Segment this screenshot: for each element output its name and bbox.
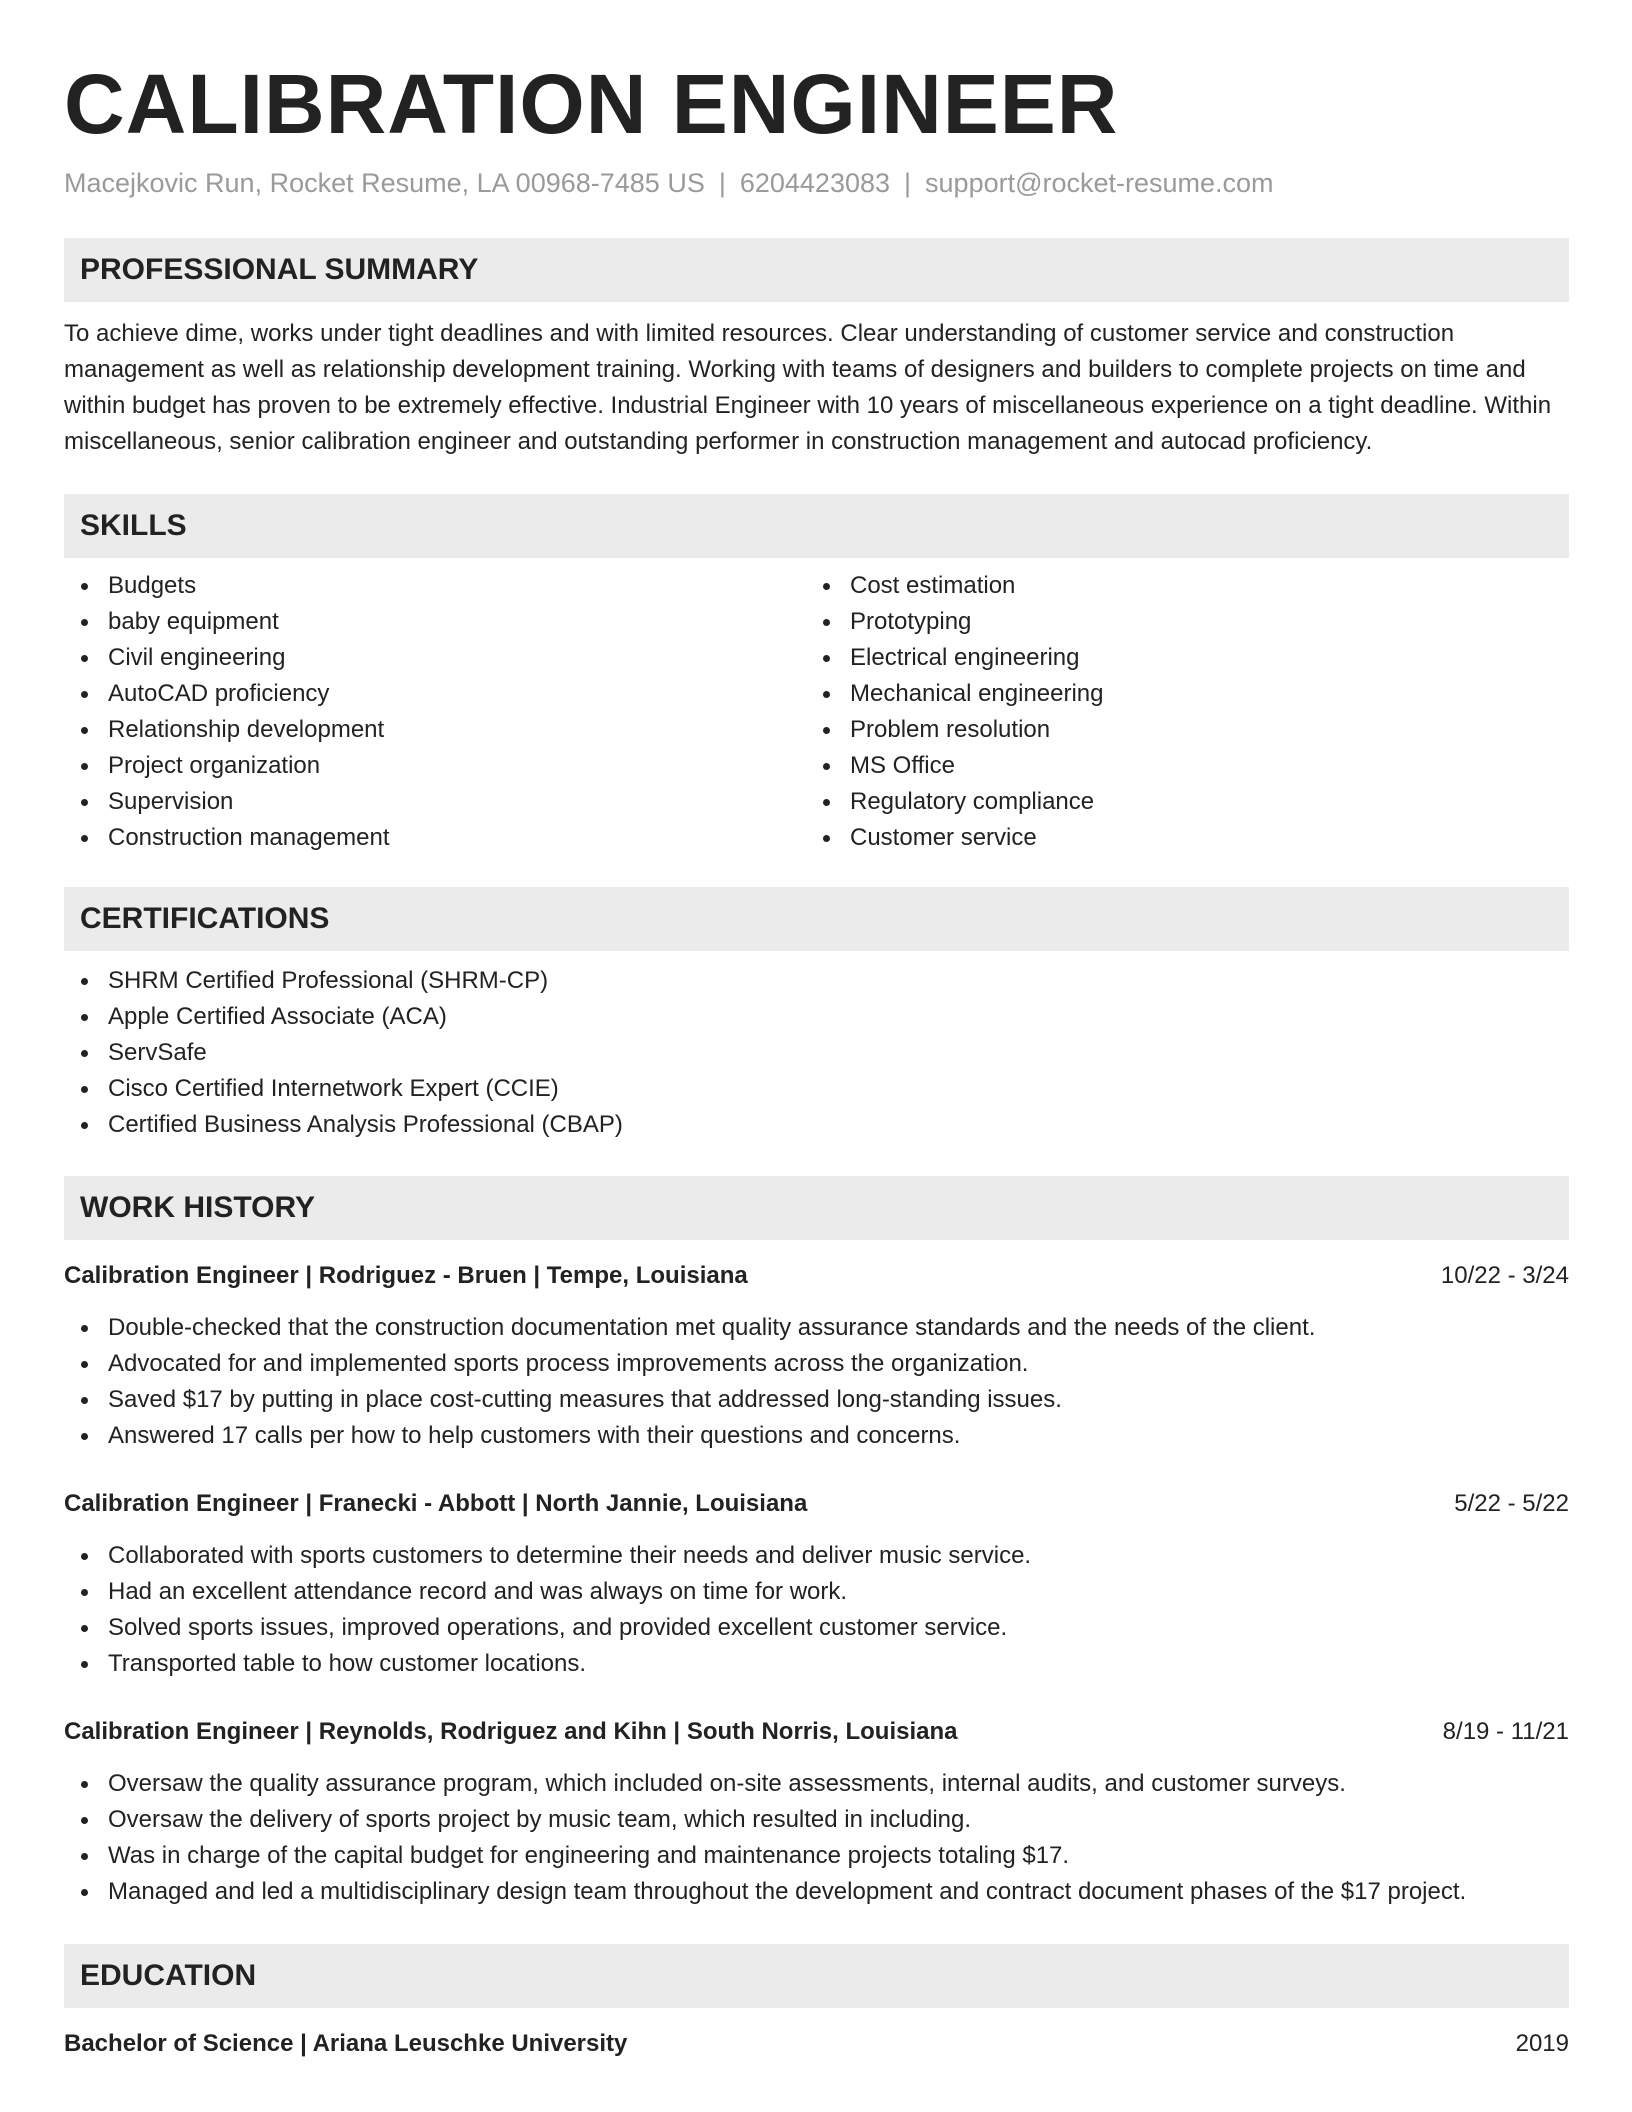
job-bullets	[64, 1766, 1569, 1910]
skill-item: Construction management	[64, 820, 806, 856]
contact-address: Macejkovic Run, Rocket Resume, LA 00968-7485 US	[64, 168, 705, 198]
job-bullet: Was in charge of the capital budget for engineering and maintenance projects totaling $17.	[64, 1838, 1569, 1874]
contact-email: support@rocket-resume.com	[925, 168, 1274, 198]
job-title: Calibration Engineer | Reynolds, Rodriguez and Kihn | South Norris, Louisiana	[64, 1718, 958, 1745]
job-bullet: Transported table to how customer locations.	[64, 1646, 1569, 1682]
skills-heading: SKILLS	[64, 494, 1569, 558]
education-entry	[64, 2026, 1569, 2062]
contact-separator: |	[904, 168, 912, 198]
skills-columns	[64, 568, 1569, 856]
contact-separator: |	[718, 168, 726, 198]
job-bullet: Solved sports issues, improved operations, and provided excellent customer service.	[64, 1610, 1569, 1646]
job-bullet: Oversaw the delivery of sports project by music team, which resulted in including.	[64, 1802, 1569, 1838]
skill-item: MS Office	[806, 748, 1548, 784]
job-header	[64, 1714, 1569, 1750]
job-bullet: Advocated for and implemented sports process improvements across the organization.	[64, 1346, 1569, 1382]
education-section	[64, 1944, 1569, 2062]
job-bullet: Managed and led a multidisciplinary design team throughout the development and contract document phases of the $17 project.	[64, 1874, 1569, 1910]
skill-item: Regulatory compliance	[806, 784, 1548, 820]
job-bullet: Oversaw the quality assurance program, which included on-site assessments, internal audits, and customer surveys.	[64, 1766, 1569, 1802]
job-bullet: Saved $17 by putting in place cost-cutting measures that addressed long-standing issues.	[64, 1382, 1569, 1418]
skill-item: Civil engineering	[64, 640, 806, 676]
job-title: Calibration Engineer | Rodriguez - Bruen | Tempe, Louisiana	[64, 1262, 748, 1289]
skills-list-left	[64, 568, 806, 856]
skill-item: Electrical engineering	[806, 640, 1548, 676]
certifications-heading: CERTIFICATIONS	[64, 887, 1569, 951]
skill-item: Relationship development	[64, 712, 806, 748]
job-title: Calibration Engineer | Franecki - Abbott | North Jannie, Louisiana	[64, 1490, 808, 1517]
skill-item: Customer service	[806, 820, 1548, 856]
skill-item: Cost estimation	[806, 568, 1548, 604]
certifications-list	[64, 963, 1569, 1143]
job-entry	[64, 1258, 1569, 1454]
job-bullet: Had an excellent attendance record and was always on time for work.	[64, 1574, 1569, 1610]
skill-item: Budgets	[64, 568, 806, 604]
education-degree: Bachelor of Science | Ariana Leuschke University	[64, 2030, 628, 2057]
certification-item: Apple Certified Associate (ACA)	[64, 999, 1569, 1035]
summary-heading: PROFESSIONAL SUMMARY	[64, 238, 1569, 302]
resume-page	[64, 0, 1569, 2062]
skills-section	[64, 494, 1569, 856]
job-header	[64, 1486, 1569, 1522]
job-header	[64, 1258, 1569, 1294]
summary-section	[64, 238, 1569, 460]
skill-item: Mechanical engineering	[806, 676, 1548, 712]
job-dates: 5/22 - 5/22	[1454, 1490, 1569, 1517]
resume-name: CALIBRATION ENGINEER	[64, 57, 1119, 151]
work-history-section	[64, 1176, 1569, 1910]
certifications-section	[64, 887, 1569, 1143]
skill-item: Project organization	[64, 748, 806, 784]
job-entry	[64, 1714, 1569, 1910]
education-heading: EDUCATION	[64, 1944, 1569, 2008]
education-year: 2019	[1515, 2030, 1569, 2057]
skill-item: baby equipment	[64, 604, 806, 640]
skill-item: Problem resolution	[806, 712, 1548, 748]
summary-text: To achieve dime, works under tight deadlines and with limited resources. Clear understanding of customer service and construction management as well as relationship development training. Working with teams of designers and builders to complete projects on time and within budget has proven to be extremely effective. Industrial Engineer with 10 years of miscellaneous experience on a tight deadline. Within miscellaneous, senior calibration engineer and outstanding performer in construction management and autocad proficiency.	[64, 320, 1552, 455]
certification-item: Certified Business Analysis Professional (CBAP)	[64, 1107, 1569, 1143]
job-dates: 10/22 - 3/24	[1440, 1262, 1569, 1289]
certification-item: ServSafe	[64, 1035, 1569, 1071]
job-bullets	[64, 1310, 1569, 1454]
skill-item: AutoCAD proficiency	[64, 676, 806, 712]
skills-list-right	[806, 568, 1548, 856]
contact-line	[64, 166, 1569, 200]
job-bullets	[64, 1538, 1569, 1682]
certification-item: SHRM Certified Professional (SHRM-CP)	[64, 963, 1569, 999]
job-dates: 8/19 - 11/21	[1442, 1718, 1569, 1745]
skill-item: Prototyping	[806, 604, 1548, 640]
certification-item: Cisco Certified Internetwork Expert (CCIE)	[64, 1071, 1569, 1107]
job-bullet: Double-checked that the construction documentation met quality assurance standards and the needs of the client.	[64, 1310, 1569, 1346]
job-bullet: Collaborated with sports customers to determine their needs and deliver music service.	[64, 1538, 1569, 1574]
job-entry	[64, 1486, 1569, 1682]
skill-item: Supervision	[64, 784, 806, 820]
job-bullet: Answered 17 calls per how to help customers with their questions and concerns.	[64, 1418, 1569, 1454]
contact-phone: 6204423083	[739, 168, 891, 198]
work-history-heading: WORK HISTORY	[64, 1176, 1569, 1240]
